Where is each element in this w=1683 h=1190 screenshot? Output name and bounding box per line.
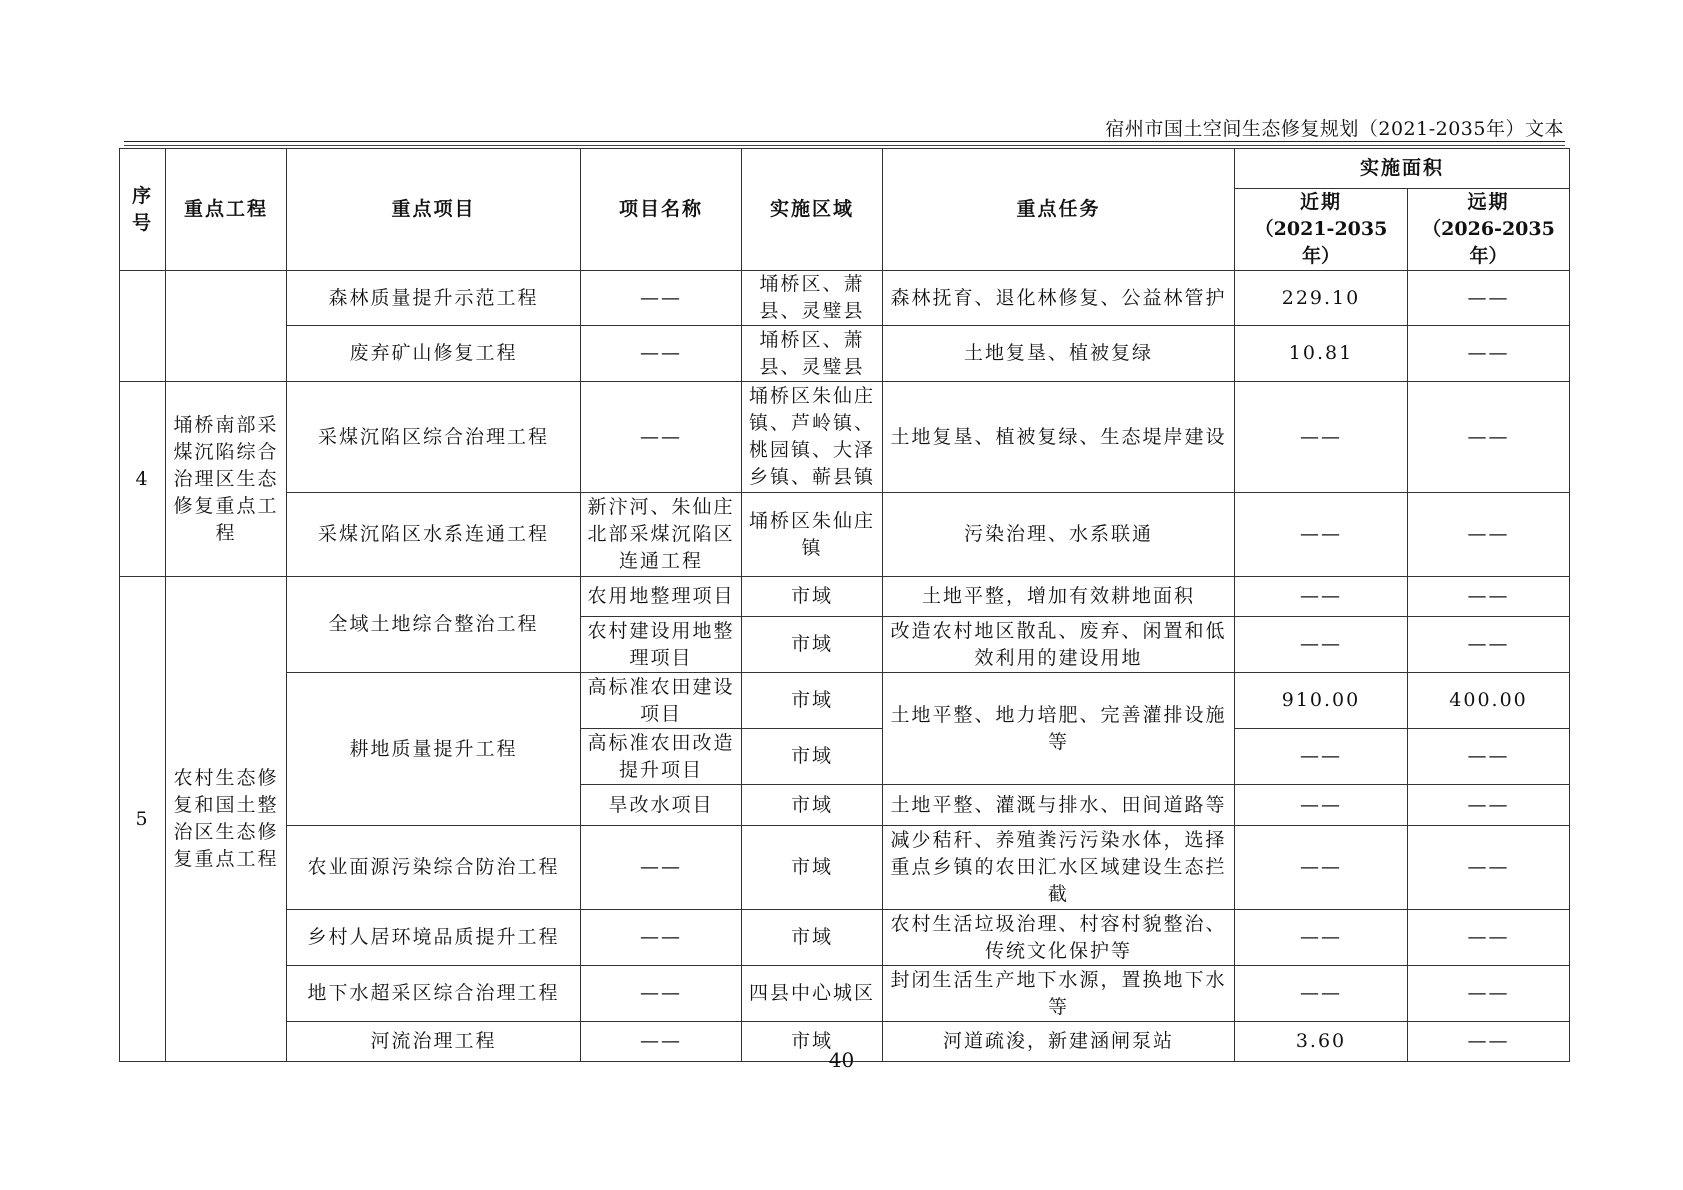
- key-project-cell: 全域土地综合整治工程: [287, 577, 581, 673]
- project-name-cell: ——: [581, 1022, 742, 1062]
- document-header-title: 宿州市国土空间生态修复规划（2021-2035年）文本: [1105, 118, 1564, 140]
- key-engineering-cell: 埇桥南部采煤沉陷综合治理区生态修复重点工程: [166, 382, 287, 577]
- key-task-cell: 封闭生活生产地下水源，置换地下水等: [883, 966, 1235, 1022]
- far-area-cell: ——: [1408, 493, 1570, 577]
- header-key-engineering: 重点工程: [166, 149, 287, 271]
- project-name-cell: ——: [581, 826, 742, 910]
- table-row: [120, 826, 1570, 910]
- area-cell: 四县中心城区: [742, 966, 883, 1022]
- table-row: [120, 673, 1570, 729]
- table-row: [120, 326, 1570, 382]
- key-task-cell: 污染治理、水系联通: [883, 493, 1235, 577]
- table-row: [120, 577, 1570, 617]
- key-task-cell: 土地平整，增加有效耕地面积: [883, 577, 1235, 617]
- far-area-cell: ——: [1408, 910, 1570, 966]
- near-area-cell: ——: [1235, 966, 1408, 1022]
- key-task-cell: 改造农村地区散乱、废弃、闲置和低效利用的建设用地: [883, 617, 1235, 673]
- key-engineering-cell: 农村生态修复和国土整治区生态修复重点工程: [166, 577, 287, 1062]
- near-area-cell: 910.00: [1235, 673, 1408, 729]
- table-row: [120, 271, 1570, 326]
- near-area-cell: ——: [1235, 577, 1408, 617]
- area-cell: 埇桥区朱仙庄镇: [742, 493, 883, 577]
- seq-cell: [120, 271, 166, 382]
- far-area-cell: ——: [1408, 729, 1570, 785]
- header-project-name: 项目名称: [581, 149, 742, 271]
- key-project-cell: 采煤沉陷区水系连通工程: [287, 493, 581, 577]
- area-cell: 埇桥区、萧县、灵璧县: [742, 326, 883, 382]
- near-area-cell: 10.81: [1235, 326, 1408, 382]
- area-cell: 埇桥区朱仙庄镇、芦岭镇、桃园镇、大泽乡镇、蕲县镇: [742, 382, 883, 493]
- table-row: [120, 910, 1570, 966]
- area-cell: 埇桥区、萧县、灵璧县: [742, 271, 883, 326]
- far-area-cell: ——: [1408, 382, 1570, 493]
- header-impl-area: 实施面积: [1235, 149, 1570, 189]
- near-area-cell: ——: [1235, 910, 1408, 966]
- far-area-cell: ——: [1408, 577, 1570, 617]
- project-name-cell: ——: [581, 966, 742, 1022]
- far-area-cell: ——: [1408, 1022, 1570, 1062]
- near-area-cell: ——: [1235, 826, 1408, 910]
- far-area-cell: ——: [1408, 966, 1570, 1022]
- key-project-cell: 废弃矿山修复工程: [287, 326, 581, 382]
- project-name-cell: 高标准农田改造提升项目: [581, 729, 742, 785]
- area-cell: 市域: [742, 910, 883, 966]
- key-project-cell: 采煤沉陷区综合治理工程: [287, 382, 581, 493]
- project-table: [119, 148, 1570, 1062]
- key-task-cell: 河道疏浚，新建涵闸泵站: [883, 1022, 1235, 1062]
- header-seq: 序号: [120, 149, 166, 271]
- key-task-cell: 农村生活垃圾治理、村容村貌整治、传统文化保护等: [883, 910, 1235, 966]
- key-task-cell: 土地复垦、植被复绿: [883, 326, 1235, 382]
- area-cell: 市域: [742, 673, 883, 729]
- project-name-cell: 高标准农田建设项目: [581, 673, 742, 729]
- header-rule: [124, 141, 1565, 142]
- key-task-cell: 森林抚育、退化林修复、公益林管护: [883, 271, 1235, 326]
- page-number: 40: [828, 1048, 855, 1072]
- header-key-project: 重点项目: [287, 149, 581, 271]
- near-area-cell: ——: [1235, 617, 1408, 673]
- key-project-cell: 河流治理工程: [287, 1022, 581, 1062]
- area-cell: 市域: [742, 826, 883, 910]
- key-project-cell: 农业面源污染综合防治工程: [287, 826, 581, 910]
- far-area-cell: ——: [1408, 785, 1570, 826]
- table-row: [120, 382, 1570, 493]
- table-row: [120, 966, 1570, 1022]
- key-task-cell: 土地平整、地力培肥、完善灌排设施等: [883, 673, 1235, 785]
- project-name-cell: 新汴河、朱仙庄北部采煤沉陷区连通工程: [581, 493, 742, 577]
- area-cell: 市域: [742, 729, 883, 785]
- near-area-cell: 229.10: [1235, 271, 1408, 326]
- far-area-cell: ——: [1408, 326, 1570, 382]
- header-area: 实施区域: [742, 149, 883, 271]
- area-cell: 市域: [742, 1022, 883, 1062]
- header-far: 远期 （2026-2035年）: [1408, 189, 1570, 271]
- far-area-cell: ——: [1408, 826, 1570, 910]
- project-name-cell: ——: [581, 382, 742, 493]
- header-key-task: 重点任务: [883, 149, 1235, 271]
- project-name-cell: 农村建设用地整理项目: [581, 617, 742, 673]
- project-name-cell: 旱改水项目: [581, 785, 742, 826]
- near-area-cell: 3.60: [1235, 1022, 1408, 1062]
- project-name-cell: ——: [581, 326, 742, 382]
- key-project-cell: 地下水超采区综合治理工程: [287, 966, 581, 1022]
- project-name-cell: ——: [581, 271, 742, 326]
- key-project-cell: 乡村人居环境品质提升工程: [287, 910, 581, 966]
- near-area-cell: ——: [1235, 493, 1408, 577]
- near-area-cell: ——: [1235, 382, 1408, 493]
- project-name-cell: ——: [581, 910, 742, 966]
- area-cell: 市域: [742, 577, 883, 617]
- key-project-cell: 森林质量提升示范工程: [287, 271, 581, 326]
- far-area-cell: ——: [1408, 617, 1570, 673]
- far-area-cell: ——: [1408, 271, 1570, 326]
- key-task-cell: 减少秸秆、养殖粪污污染水体，选择重点乡镇的农田汇水区域建设生态拦截: [883, 826, 1235, 910]
- key-task-cell: 土地平整、灌溉与排水、田间道路等: [883, 785, 1235, 826]
- header-rule: [124, 145, 1565, 146]
- key-task-cell: 土地复垦、植被复绿、生态堤岸建设: [883, 382, 1235, 493]
- seq-cell: 5: [120, 577, 166, 1062]
- area-cell: 市域: [742, 785, 883, 826]
- project-name-cell: 农用地整理项目: [581, 577, 742, 617]
- seq-cell: 4: [120, 382, 166, 577]
- near-area-cell: ——: [1235, 729, 1408, 785]
- key-engineering-cell: [166, 271, 287, 382]
- near-area-cell: ——: [1235, 785, 1408, 826]
- header-near: 近期 （2021-2035年）: [1235, 189, 1408, 271]
- table-row: [120, 493, 1570, 577]
- area-cell: 市域: [742, 617, 883, 673]
- key-project-cell: 耕地质量提升工程: [287, 673, 581, 826]
- far-area-cell: 400.00: [1408, 673, 1570, 729]
